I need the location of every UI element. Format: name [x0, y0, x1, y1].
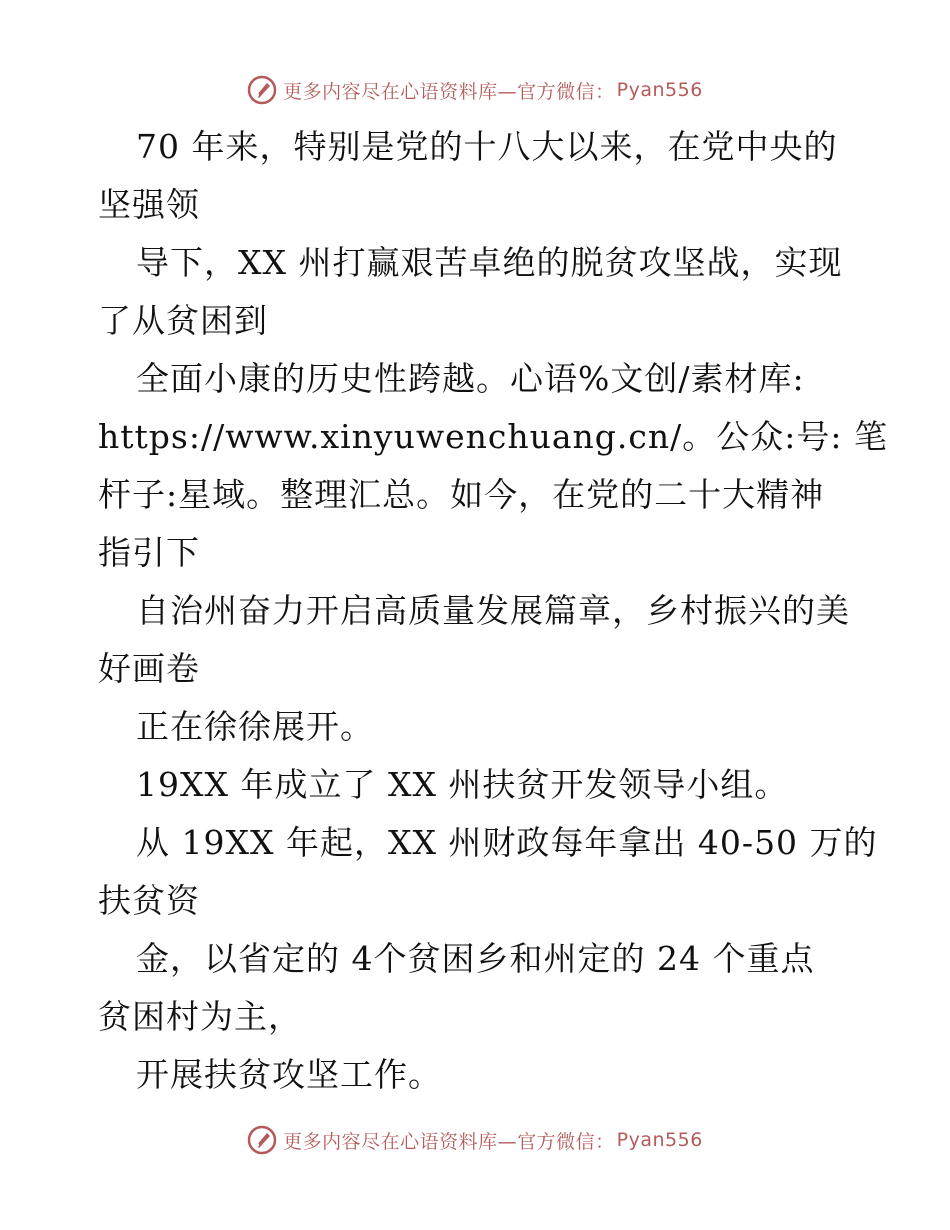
- text-line: https://www.xinyuwenchuang.cn/。公众:号: 笔: [98, 417, 888, 456]
- footer-banner: [0, 1120, 950, 1160]
- banner-wechat-id: Pyan556: [616, 1129, 703, 1151]
- banner-wechat-id: Pyan556: [616, 79, 703, 101]
- text-line: 全面小康的历史性跨越。心语%文创/素材库:: [136, 359, 805, 398]
- document-body: [98, 118, 888, 1104]
- text-line: 扶贫资: [98, 881, 200, 920]
- banner-text: 更多内容尽在心语资料库—官方微信：: [283, 80, 615, 103]
- banner-text: 更多内容尽在心语资料库—官方微信：: [283, 1130, 615, 1153]
- text-line: 导下，XX 州打赢艰苦卓绝的脱贫攻坚战，实现: [136, 243, 843, 282]
- text-line: 从 19XX 年起，XX 州财政每年拿出 40-50 万的: [136, 823, 878, 862]
- pen-logo-icon: [247, 1125, 277, 1155]
- text-line: 坚强领: [98, 185, 200, 224]
- text-line: 金，以省定的 4个贫困乡和州定的 24 个重点: [136, 939, 815, 978]
- text-line: 了从贫困到: [98, 301, 268, 340]
- text-line: 正在徐徐展开。: [136, 707, 374, 746]
- text-line: 70 年来，特别是党的十八大以来，在党中央的: [136, 127, 838, 166]
- text-line: 开展扶贫攻坚工作。: [136, 1055, 442, 1094]
- text-line: 杆子:星域。整理汇总。如今，在党的二十大精神: [98, 475, 825, 514]
- header-banner: [0, 70, 950, 110]
- text-line: 贫困村为主，: [98, 997, 302, 1036]
- text-line: 自治州奋力开启高质量发展篇章，乡村振兴的美: [136, 591, 850, 630]
- text-line: 指引下: [98, 533, 200, 572]
- text-line: 好画卷: [98, 649, 200, 688]
- text-line: 19XX 年成立了 XX 州扶贫开发领导小组。: [136, 765, 789, 804]
- pen-logo-icon: [247, 75, 277, 105]
